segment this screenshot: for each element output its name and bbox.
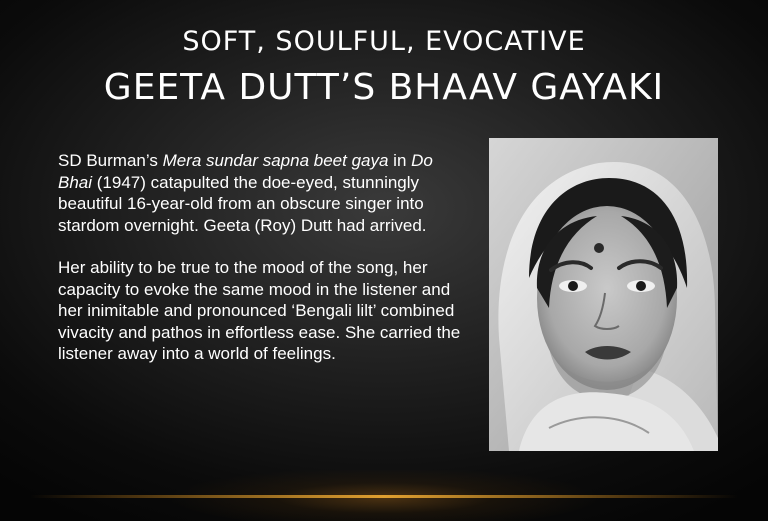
slide-title-line1: SOFT, SOULFUL, EVOCATIVE [182,26,586,57]
footer-divider-line [30,495,738,498]
portrait-photo [489,138,718,451]
paragraph-1 [58,150,468,236]
paragraph-1-part3: (1947) catapulted the doe-eyed, stunningly beautiful 16-year-old from an obscure singer into stardom overnight. Geeta (Roy) Dutt had arrived. [58,172,427,235]
paragraph-2: Her ability to be true to the mood of the song, her capacity to evoke the same mood in the listener and her inimitable and pronounced ‘Bengali lilt’ combined vivacity and pathos in effortless ease. She carried the listener away into a world of feelings. [58,258,461,363]
paragraph-1-part2: in [388,151,412,170]
film-title: Do Bhai [58,151,433,192]
song-title: Mera sundar sapna beet gaya [162,151,389,170]
paragraph-1-part1: SD Burman’s [58,151,163,170]
body-text [58,150,468,386]
slide-title-line2: GEETA DUTT’S BHAAV GAYAKI [103,67,665,108]
